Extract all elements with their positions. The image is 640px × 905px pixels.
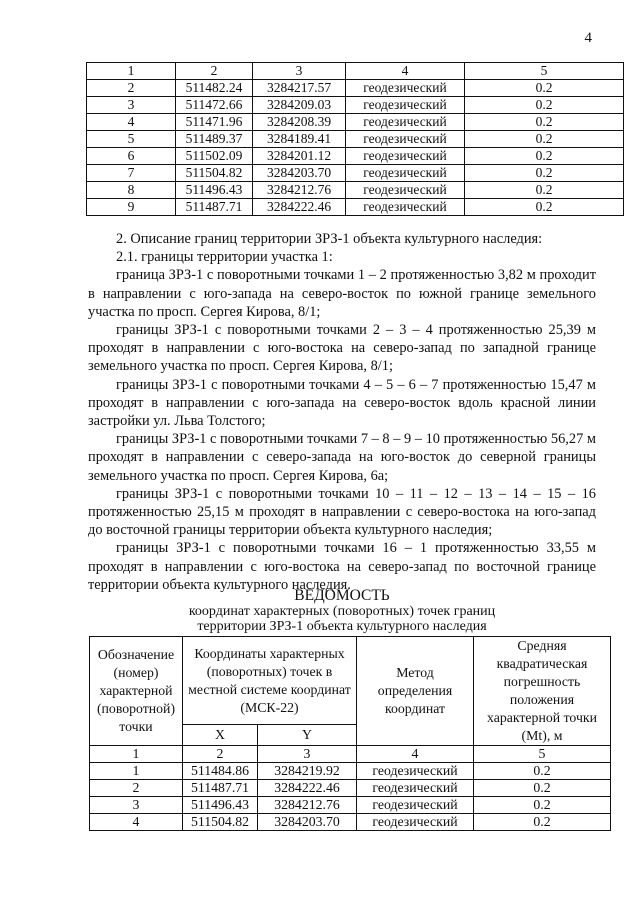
table-cell: 3284222.46 — [258, 780, 357, 797]
paragraph: границы ЗРЗ-1 с поворотными точками 7 – 8 – 9 – 10 протяженностью 56,27 м проходят в направлении с северо-запада на юго-восток до северной границы земельного участка по просп. Сергея Кирова, 6а; — [88, 431, 596, 484]
boundary-description — [88, 230, 596, 594]
paragraph: границы ЗРЗ-1 с поворотными точками 10 – 11 – 12 – 13 – 14 – 15 – 16 протяженностью 25,15 м проходят в направлении с северо-востока на юго-запад до восточной границы территории объекта культурного наследия; — [88, 485, 596, 539]
table-cell: 4 — [87, 114, 176, 131]
table-cell: 511487.71 — [176, 199, 253, 216]
table-header-row — [87, 63, 624, 80]
table-cell: геодезический — [346, 165, 465, 182]
header-cell: 2 — [176, 63, 253, 80]
table-cell: 7 — [87, 165, 176, 182]
table-cell: геодезический — [346, 114, 465, 131]
table-header-row — [90, 637, 611, 725]
table-row — [87, 80, 624, 97]
table-cell: 3284212.76 — [258, 797, 357, 814]
table-cell: 2 — [87, 80, 176, 97]
table-cell: геодезический — [357, 814, 474, 831]
table-row — [87, 199, 624, 216]
paragraph: 2. Описание границ территории ЗРЗ-1 объекта культурного наследия: — [116, 231, 543, 247]
table-cell: 0.2 — [474, 780, 611, 797]
table-cell: 0.2 — [465, 165, 624, 182]
table-cell: геодезический — [346, 131, 465, 148]
table-cell: 3284219.92 — [258, 763, 357, 780]
paragraph: граница ЗРЗ-1 с поворотными точками 1 – 2 протяженностью 3,82 м проходит в направлении с юго-запада на северо-восток по южной границе земельного участка по просп. Сергея Кирова, 8/1; — [88, 267, 596, 320]
table-row — [87, 97, 624, 114]
paragraph: границы ЗРЗ-1 с поворотными точками 16 – 1 протяженностью 33,55 м проходят в направлении с юго-востока на северо-запад по восточной границе территории объекта культурного наследия. — [88, 540, 596, 593]
vedomost-heading — [88, 588, 596, 634]
table-cell: 1 — [90, 763, 183, 780]
table-cell: 511472.66 — [176, 97, 253, 114]
header-cell: Средняя квадратическая погрешность положения характерной точки (Mt), м — [474, 637, 611, 746]
table-cell: 0.2 — [465, 80, 624, 97]
table-row — [87, 182, 624, 199]
table-cell: 3 — [90, 797, 183, 814]
table-cell: 3284209.03 — [253, 97, 346, 114]
table-cell: 0.2 — [474, 797, 611, 814]
table-number-row — [90, 746, 611, 763]
table-cell: 0.2 — [465, 97, 624, 114]
vedomost-subtitle: координат характерных (поворотных) точек границ — [188, 604, 496, 619]
table-cell: 0.2 — [465, 182, 624, 199]
paragraph: границы ЗРЗ-1 с поворотными точками 4 – 5 – 6 – 7 протяженностью 15,47 м проходят в направлении с юго-запада на северо-восток вдоль красной линии застройки ул. Льва Толстого; — [88, 376, 596, 430]
table-cell: геодезический — [346, 199, 465, 216]
table-cell: 3284203.70 — [253, 165, 346, 182]
table-cell: 3284212.76 — [253, 182, 346, 199]
page-number: 4 — [584, 30, 592, 46]
header-cell: 4 — [357, 746, 474, 763]
header-cell: Обозначение (номер) характерной (поворотной) точки — [90, 637, 183, 746]
header-cell: 3 — [253, 63, 346, 80]
table-cell: 3284189.41 — [253, 131, 346, 148]
table-cell: 5 — [87, 131, 176, 148]
table-cell: 3284201.12 — [253, 148, 346, 165]
table-row — [90, 797, 611, 814]
table-cell: геодезический — [346, 97, 465, 114]
header-cell: Y — [258, 725, 357, 746]
table-cell: геодезический — [346, 80, 465, 97]
header-cell: X — [183, 725, 258, 746]
table-cell: 0.2 — [474, 763, 611, 780]
vedomost-subtitle: территории ЗРЗ-1 объекта культурного наследия — [197, 619, 487, 634]
header-cell: 2 — [183, 746, 258, 763]
table-cell: 511496.43 — [183, 797, 258, 814]
table-cell: геодезический — [346, 148, 465, 165]
table-cell: геодезический — [357, 763, 474, 780]
paragraph: границы ЗРЗ-1 с поворотными точками 2 – 3 – 4 протяженностью 25,39 м проходят в направлении с юго-востока на северо-запад по западной границе земельного участка по просп. Сергея Кирова, 8/1; — [88, 322, 596, 375]
table-cell: 4 — [90, 814, 183, 831]
table-cell: геодезический — [346, 182, 465, 199]
header-cell: Метод определения координат — [357, 637, 474, 746]
header-cell: 5 — [465, 63, 624, 80]
table-cell: 3284222.46 — [253, 199, 346, 216]
vedomost-title: ВЕДОМОСТЬ — [294, 587, 390, 604]
table-cell: 511482.24 — [176, 80, 253, 97]
header-cell: 3 — [258, 746, 357, 763]
table-cell: 0.2 — [465, 131, 624, 148]
table-cell: 3284203.70 — [258, 814, 357, 831]
table-cell: 511489.37 — [176, 131, 253, 148]
table-row — [87, 131, 624, 148]
header-cell: 1 — [90, 746, 183, 763]
table-cell: 0.2 — [474, 814, 611, 831]
table-cell: 511504.82 — [183, 814, 258, 831]
paragraph: 2.1. границы территории участка 1: — [116, 249, 333, 266]
table-row — [90, 780, 611, 797]
table-row — [87, 148, 624, 165]
table-cell: 511471.96 — [176, 114, 253, 131]
table-cell: 2 — [90, 780, 183, 797]
table-cell: 511496.43 — [176, 182, 253, 199]
header-cell: 4 — [346, 63, 465, 80]
table-cell: 0.2 — [465, 114, 624, 131]
header-cell: 1 — [87, 63, 176, 80]
vedomost-table — [89, 636, 611, 831]
table-cell: 511502.09 — [176, 148, 253, 165]
header-cell: 5 — [474, 746, 611, 763]
table-row — [87, 114, 624, 131]
table-cell: 0.2 — [465, 148, 624, 165]
table-cell: 8 — [87, 182, 176, 199]
table-cell: геодезический — [357, 797, 474, 814]
table-cell: геодезический — [357, 780, 474, 797]
table-cell: 3284208.39 — [253, 114, 346, 131]
table-cell: 9 — [87, 199, 176, 216]
table-cell: 3 — [87, 97, 176, 114]
table-row — [90, 763, 611, 780]
header-cell: Координаты характерных (поворотных) точек в местной системе координат (МСК-22) — [183, 637, 357, 725]
table-row — [90, 814, 611, 831]
coordinates-table-continued — [86, 62, 624, 216]
table-cell: 511487.71 — [183, 780, 258, 797]
table-row — [87, 165, 624, 182]
table-cell: 6 — [87, 148, 176, 165]
table-cell: 3284217.57 — [253, 80, 346, 97]
table-cell: 511484.86 — [183, 763, 258, 780]
table-cell: 511504.82 — [176, 165, 253, 182]
table-cell: 0.2 — [465, 199, 624, 216]
